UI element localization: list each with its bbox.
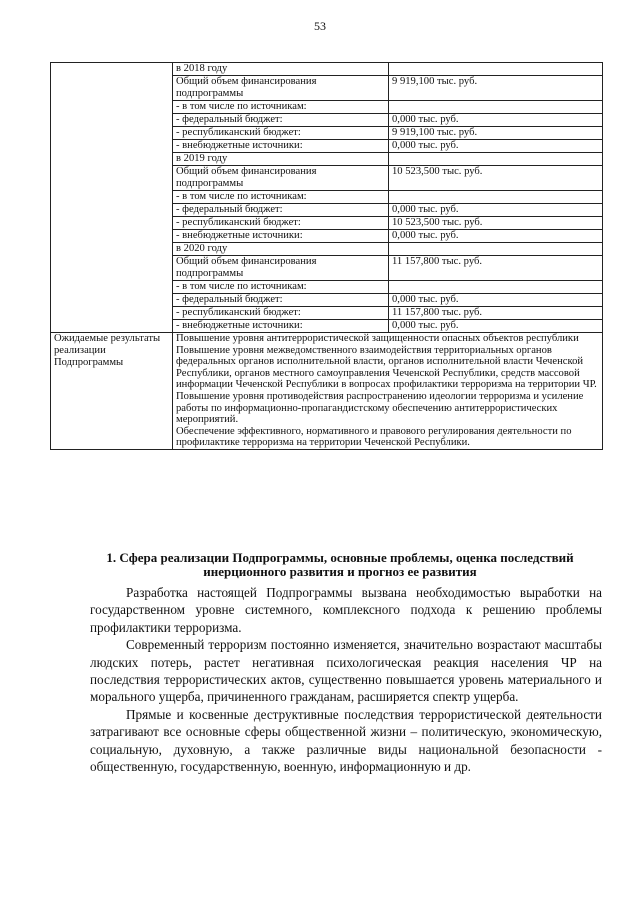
row-label: - внебюджетные источники: [173,320,389,333]
row-value [389,191,603,204]
row-value: 0,000 тыс. руб. [389,140,603,153]
row-value [389,101,603,114]
expected-results-label: Ожидаемые результаты реализации Подпрограммы [51,333,173,450]
financing-rows [51,63,603,450]
paragraph: Прямые и косвенные деструктивные последствия террористической деятельности затрагивают все основные сферы общественной жизни – политическую, экономическую, социальную, духовную, а также различные виды национальной безопасности - общественную, государственную, военную, информационную и др. [90,706,602,775]
row-label: - внебюджетные источники: [173,230,389,243]
paragraph: Современный терроризм постоянно изменяется, значительно возрастают масштабы людских потерь, растет негативная психологическая реакция населения ЧР на последствия террористических актов, существенно повышается уровень материального и морального ущерба, причиненного гражданам, расширяется спектр ущерба. [90,637,602,705]
table-row [51,63,603,76]
row-value: 11 157,800 тыс. руб. [389,256,603,281]
result-item: Повышение уровня антитеррористической защищенности опасных объектов республики [176,333,579,344]
row-value: 9 919,100 тыс. руб. [389,127,603,140]
row-label: - республиканский бюджет: [173,307,389,320]
row-value: 10 523,500 тыс. руб. [389,166,603,191]
row-value: 9 919,100 тыс. руб. [389,76,603,101]
row-label: - федеральный бюджет: [173,204,389,217]
row-label: - республиканский бюджет: [173,127,389,140]
row-label: в 2019 году [173,153,389,166]
result-item: Повышение уровня противодействия распространению идеологии терроризма и усиление работы по информационно-пропагандистскому обеспечению антитеррористических мероприятий. [176,390,584,426]
row-value: 0,000 тыс. руб. [389,294,603,307]
row-label: - федеральный бюджет: [173,294,389,307]
row-value: 0,000 тыс. руб. [389,114,603,127]
row-label: - в том числе по источникам: [173,191,389,204]
row-value: 11 157,800 тыс. руб. [389,307,603,320]
result-item: Обеспечение эффективного, нормативного и правового регулирования деятельности по профилактике терроризма на территории Чеченской Республики. [176,425,572,449]
page-number: 53 [314,19,326,33]
financing-table [50,62,603,450]
paragraph: Разработка настоящей Подпрограммы вызвана необходимостью выработки на государственном уровне системного, комплексного подхода к решению проблемы профилактики терроризма. [90,585,602,635]
row-label: в 2018 году [173,63,389,76]
row-value: 0,000 тыс. руб. [389,204,603,217]
row-value [389,281,603,294]
row-label: Общий объем финансирования подпрограммы [173,76,389,101]
expected-results-text [173,333,603,450]
row-value [389,243,603,256]
row-value [389,153,603,166]
row-label: - в том числе по источникам: [173,101,389,114]
row-label: - федеральный бюджет: [173,114,389,127]
row-value: 0,000 тыс. руб. [389,320,603,333]
empty-left-cell [51,63,173,333]
section-heading: 1. Сфера реализации Подпрограммы, основные проблемы, оценка последствий инерционного развития и прогноз ее развития [106,550,574,579]
row-label: Общий объем финансирования подпрограммы [173,166,389,191]
row-label: Общий объем финансирования подпрограммы [173,256,389,281]
row-label: в 2020 году [173,243,389,256]
row-value [389,63,603,76]
section-body [90,584,602,775]
row-value: 10 523,500 тыс. руб. [389,217,603,230]
row-label: - в том числе по источникам: [173,281,389,294]
expected-results-row [51,333,603,450]
row-label: - республиканский бюджет: [173,217,389,230]
result-item: Повышение уровня межведомственного взаимодействия территориальных органов федеральных органов исполнительной власти, органов исполнительной власти Чеченской Республики, органов местного самоуправления Чеченской Республики, средств массовой информации Чеченской Республики в вопросах профилактики терроризма на территории ЧР. [176,344,597,391]
row-label: - внебюджетные источники: [173,140,389,153]
row-value: 0,000 тыс. руб. [389,230,603,243]
